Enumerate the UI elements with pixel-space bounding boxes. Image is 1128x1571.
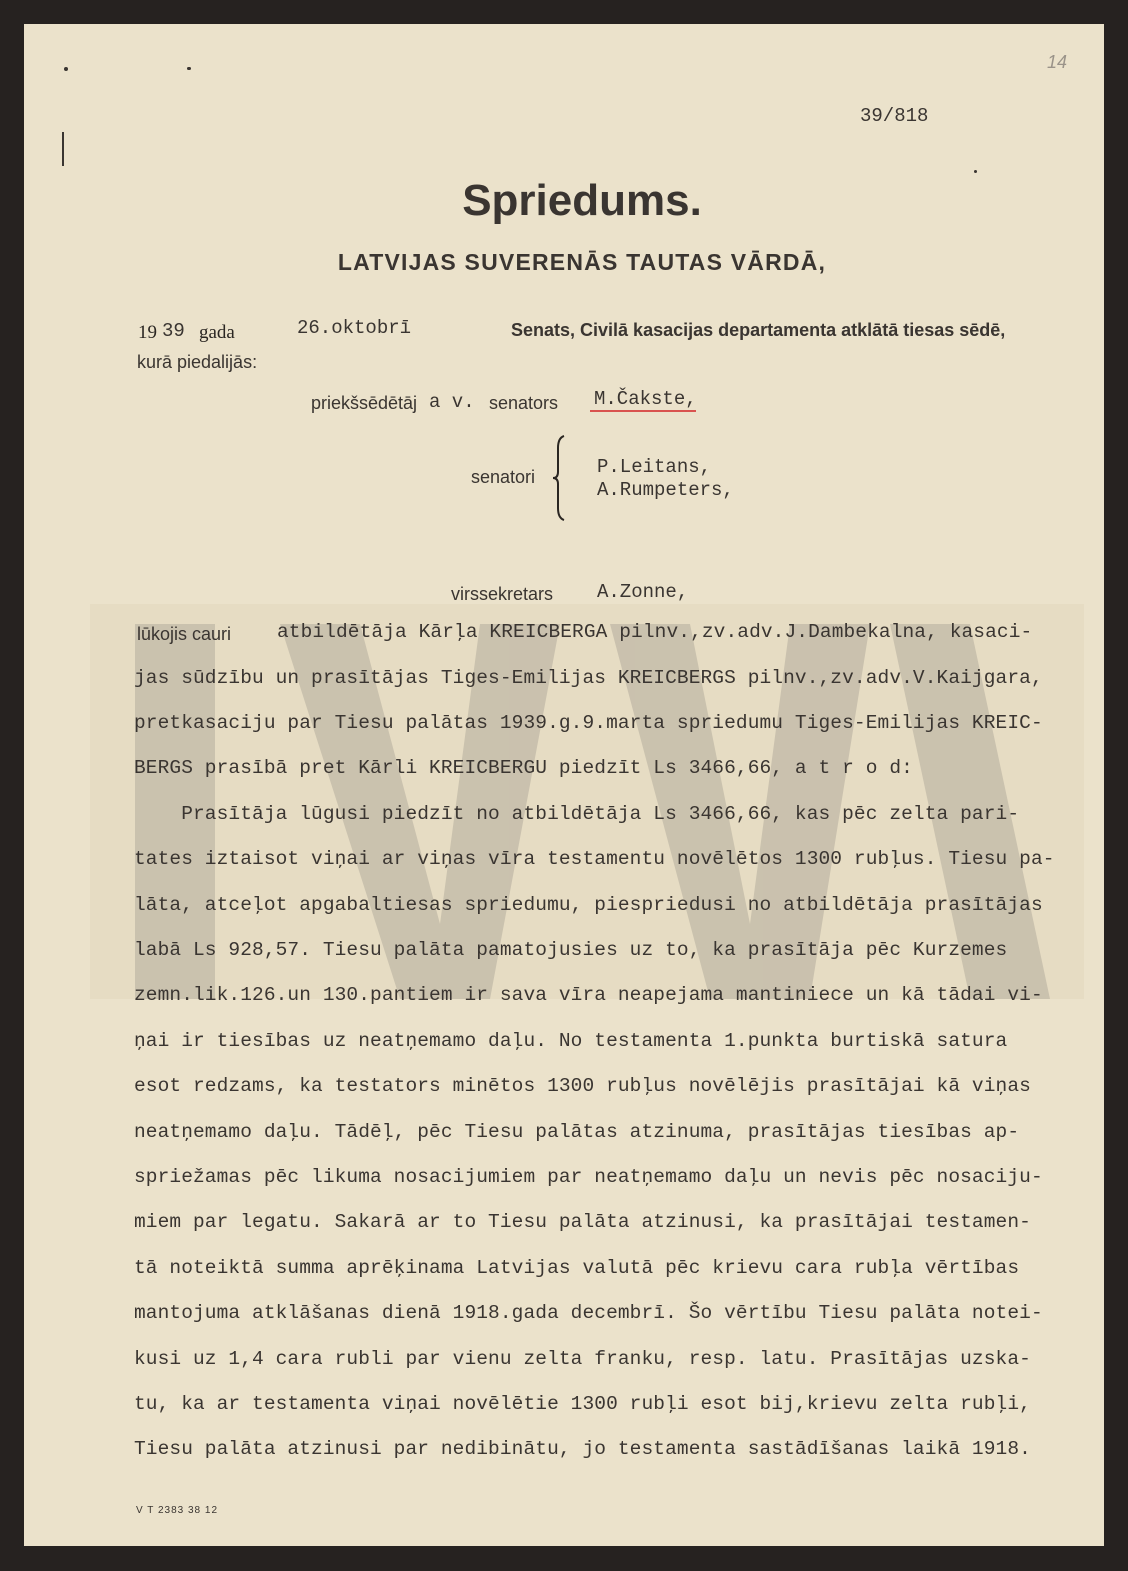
body-line: tates iztaisot viņai ar viņas vīra testamentu novēlētos 1300 rubļus. Tiesu pa-	[134, 848, 1055, 870]
reviewed-label: lūkojis cauri	[137, 624, 232, 644]
body-line: Prasītāja lūgusi piedzīt no atbildētāja Ls 3466,66, kas pēc zelta pari-	[134, 803, 1020, 825]
date-year: 39	[162, 320, 185, 342]
body-line: tu, ka ar testamenta viņai novēlētie 1300 rubļi esot bij,krievu zelta rubļi,	[134, 1393, 1031, 1415]
date-gada-label: gada	[199, 322, 235, 343]
body-line: zemn.lik.126.un 130.pantiem ir sava vīra neapejama mantiniece un kā tādai vi-	[134, 984, 1043, 1006]
handwritten-page-number: 14	[1047, 52, 1068, 72]
secretary-name: A.Zonne,	[597, 581, 689, 603]
date-day: 26.oktobrī	[297, 317, 412, 339]
body-line: neatņemamo daļu. Tādēļ, pēc Tiesu palātas atzinuma, prasītājas tiesības ap-	[134, 1121, 1020, 1143]
chair-label-suffix: senators	[489, 393, 559, 413]
body-line: spriežamas pēc likuma nosacijumiem par neatņemamo daļu un nevis pēc nosaciju-	[134, 1166, 1043, 1188]
senators-label: senatori	[471, 467, 536, 487]
body-line: lāta, atceļot apgabaltiesas spriedumu, piespriedusi no atbildētāja prasītājas	[134, 894, 1043, 916]
ink-dot	[64, 67, 68, 71]
date-prefix: 19	[138, 322, 157, 343]
document-subtitle: LATVIJAS SUVERENĀS TAUTAS VĀRDĀ,	[337, 249, 827, 275]
chair-label: priekšsēdētāj	[311, 393, 418, 413]
body-line: kusi uz 1,4 cara rubli par vienu zelta franku, resp. latu. Prasītājas uzska-	[134, 1348, 1031, 1370]
body-line: jas sūdzību un prasītājas Tiges-Emilijas KREICBERGS pilnv.,zv.adv.V.Kaijgara,	[134, 667, 1043, 689]
ink-stroke	[62, 132, 64, 166]
body-line: atbildētāja Kārļa KREICBERGA pilnv.,zv.adv.J.Dambekalna, kasaci-	[277, 621, 1033, 643]
chair-label-typed: a v.	[429, 391, 475, 413]
body-line: esot redzams, ka testators minētos 1300 rubļus novēlējis prasītājai kā viņas	[134, 1075, 1031, 1097]
printer-mark: V T 2383 38 12	[136, 1505, 219, 1516]
ink-dot	[974, 170, 977, 173]
document-title: Spriedums.	[462, 176, 702, 225]
body-line: BERGS prasībā pret Kārli KREICBERGU piedzīt Ls 3466,66, a t r o d:	[134, 757, 913, 779]
body-line: Tiesu palāta atzinusi par nedibinātu, jo testamenta sastādīšanas laikā 1918.	[134, 1438, 1031, 1460]
underline-mark	[590, 410, 696, 412]
body-line: tā noteiktā summa aprēķinama Latvijas valutā pēc krievu cara rubļa vērtības	[134, 1257, 1020, 1279]
body-line: ņai ir tiesības uz neatņemamo daļu. No testamenta 1.punkta burtiskā satura	[134, 1030, 1008, 1052]
brace-icon	[550, 434, 570, 522]
chair-name: M.Čakste,	[594, 388, 697, 410]
senator-name-2: A.Rumpeters,	[597, 479, 734, 501]
participants-label: kurā piedalijās:	[137, 352, 258, 372]
document-page	[24, 24, 1104, 1546]
body-line: mantojuma atklāšanas dienā 1918.gada decembrī. Šo vērtību Tiesu palāta notei-	[134, 1302, 1043, 1324]
court-description: Senats, Civilā kasacijas departamenta atklātā tiesas sēdē,	[511, 320, 1006, 340]
ink-dot	[187, 67, 191, 70]
body-line: labā Ls 928,57. Tiesu palāta pamatojusies uz to, ka prasītāja pēc Kurzemes	[134, 939, 1008, 961]
senator-name-1: P.Leitans,	[597, 456, 712, 478]
secretary-label: virssekretars	[451, 584, 554, 604]
body-line: miem par legatu. Sakarā ar to Tiesu palāta atzinusi, ka prasītājai testamen-	[134, 1211, 1031, 1233]
reference-number: 39/818	[860, 105, 929, 127]
body-line: pretkasaciju par Tiesu palātas 1939.g.9.marta spriedumu Tiges-Emilijas KREIC-	[134, 712, 1043, 734]
